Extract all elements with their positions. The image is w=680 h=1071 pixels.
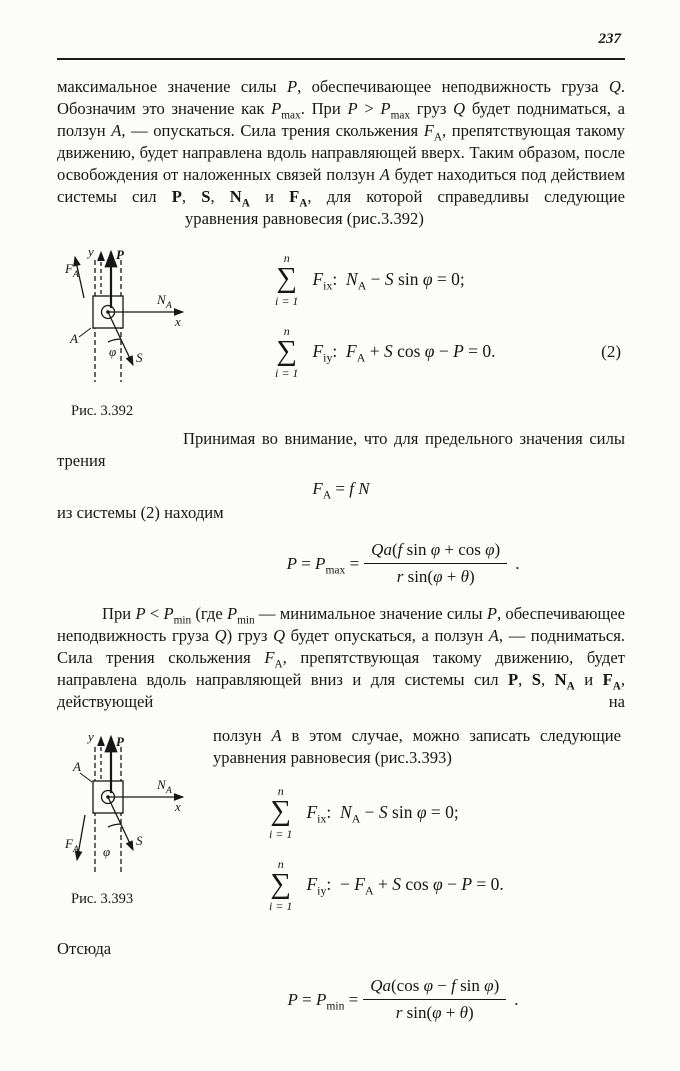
axis-y-label: y xyxy=(88,729,94,744)
force-s-label: S xyxy=(136,350,143,365)
pmax-fraction xyxy=(364,540,507,587)
page-number: 237 xyxy=(598,31,621,47)
sum-upper-limit: n xyxy=(277,784,284,798)
figure-392-caption: Рис. 3.392 xyxy=(71,403,134,419)
force-p-label: P xyxy=(116,734,124,749)
equation-392-y xyxy=(275,325,621,380)
figure-393-caption: Рис. 3.393 xyxy=(71,891,134,907)
paragraph-4: Отсюда xyxy=(57,939,112,959)
equation-393-y xyxy=(269,858,621,913)
pmin-denominator: r sin(φ + θ) xyxy=(395,1003,474,1023)
pmax-numerator: Qa(f sin φ + cos φ) xyxy=(364,540,507,564)
point-a-label: A xyxy=(73,759,81,774)
force-n-subscript: A xyxy=(166,786,172,796)
figure-392-section xyxy=(57,234,625,420)
friction-formula: $F_A = f$ N xyxy=(312,479,370,502)
header-rule xyxy=(57,58,625,60)
angle-phi-label: φ xyxy=(103,844,111,859)
pmin-formula xyxy=(57,976,625,1023)
formula-period: . xyxy=(514,989,519,1009)
formula-period: . xyxy=(515,553,520,573)
paragraph-3: При $P < P_{min}$ (где $P_{min}$ — минимальное значение силы P, обеспечивающее неподвижность груза Q) груз Q будет опускаться, а ползун A, — подниматься. Сила трения скольжения $F_A$, препятствующая такому движению, будет направлена вдоль направляющей вниз и для системы сил P, S, $N_A$ и $F_A$, действующей на xyxy=(57,604,626,711)
equation-392-x-body: $F_{ix}$: $N_A - S$ sin φ = 0; xyxy=(312,268,465,293)
page-header xyxy=(57,30,625,50)
paragraph-2b: из системы (2) находим xyxy=(57,503,224,522)
pmin-fraction xyxy=(363,976,506,1023)
sum-lower-limit: i = 1 xyxy=(269,899,293,914)
force-n-subscript: A xyxy=(166,301,172,311)
force-f-label: F xyxy=(65,261,73,276)
force-n-label: N xyxy=(157,777,166,792)
equation-392-y-body: $F_{iy}$: $F_A + S$ cos φ − P = 0. xyxy=(312,341,496,365)
pmax-denominator: r sin(φ + θ) xyxy=(396,567,475,586)
sum-symbol xyxy=(269,785,292,840)
pmin-numerator: Qa(cos φ − f sin φ) xyxy=(363,976,506,1000)
axis-x-label: x xyxy=(175,314,181,329)
figure-393-text-column xyxy=(197,717,625,930)
equation-393-x-body: $F_{ix}$: $N_A - S$ sin φ = 0; xyxy=(306,801,459,826)
figure-393-diagram xyxy=(65,725,193,885)
equation-393-x xyxy=(269,785,621,840)
equation-393-y-body: $F_{iy}$: − $F_A + S$ cos φ − P = 0. xyxy=(306,874,504,898)
paragraph-1-last-line: уравнения равновесия (рис.3.392) xyxy=(185,209,424,228)
figure-392-diagram xyxy=(65,242,193,397)
equation-392-x xyxy=(275,252,621,307)
sum-upper-limit: n xyxy=(277,856,284,871)
angle-phi-label: φ xyxy=(109,344,117,359)
sigma-icon: ∑ xyxy=(270,867,292,900)
pmin-lhs: $P = P_{min}$ = xyxy=(287,989,359,1012)
equation-number: (2) xyxy=(601,341,621,361)
axis-y-label: y xyxy=(88,244,94,259)
figure-393-section xyxy=(57,717,625,930)
pmax-lhs: $P = P_{max}$ = xyxy=(286,553,360,576)
sigma-icon: ∑ xyxy=(270,795,292,827)
sigma-icon: ∑ xyxy=(276,262,298,294)
axis-x-label: x xyxy=(175,799,181,814)
force-s-label: S xyxy=(136,833,143,848)
equations-393 xyxy=(213,769,621,912)
sum-lower-limit: i = 1 xyxy=(275,366,299,381)
force-n-label: N xyxy=(157,292,166,307)
pmax-formula xyxy=(57,540,625,587)
point-a-label: A xyxy=(70,331,78,346)
sum-symbol xyxy=(269,858,292,913)
sum-upper-limit: n xyxy=(283,323,290,338)
figure-393 xyxy=(57,717,197,930)
force-f-label: F xyxy=(65,836,73,851)
sigma-icon: ∑ xyxy=(276,334,298,367)
figure-392 xyxy=(57,234,197,420)
sum-upper-limit: n xyxy=(283,251,290,265)
paragraph-3-continuation: ползун A в этом случае, можно записать следующие уравнения равновесия (рис.3.393) xyxy=(213,726,621,767)
sum-symbol xyxy=(275,325,298,380)
equations-392 xyxy=(197,234,625,420)
force-p-label: P xyxy=(116,247,124,262)
sum-lower-limit: i = 1 xyxy=(269,826,293,841)
sum-lower-limit: i = 1 xyxy=(275,293,299,308)
paragraph-1: максимальное значение силы P, обеспечивающее неподвижность груза Q. Обозначим это значение как $P_{max}$. При $P > P_{max}$ груз Q будет подниматься, а ползун A, — опускаться. Сила трения скольжения $F_A$, препятствующая такому движению, будет направлена вдоль направляющей вверх. Таким образом, после освобождения от наложенных связей ползун A будет находиться под действием системы сил P, S, $N_A$ и $F_A$, для которой справедливы следующие xyxy=(57,77,626,210)
sum-symbol xyxy=(275,252,298,307)
force-f-subscript: A xyxy=(73,270,79,280)
paragraph-2: Принимая во внимание, что для предельного значения силы трения xyxy=(57,429,625,470)
force-f-subscript: A xyxy=(73,845,79,855)
